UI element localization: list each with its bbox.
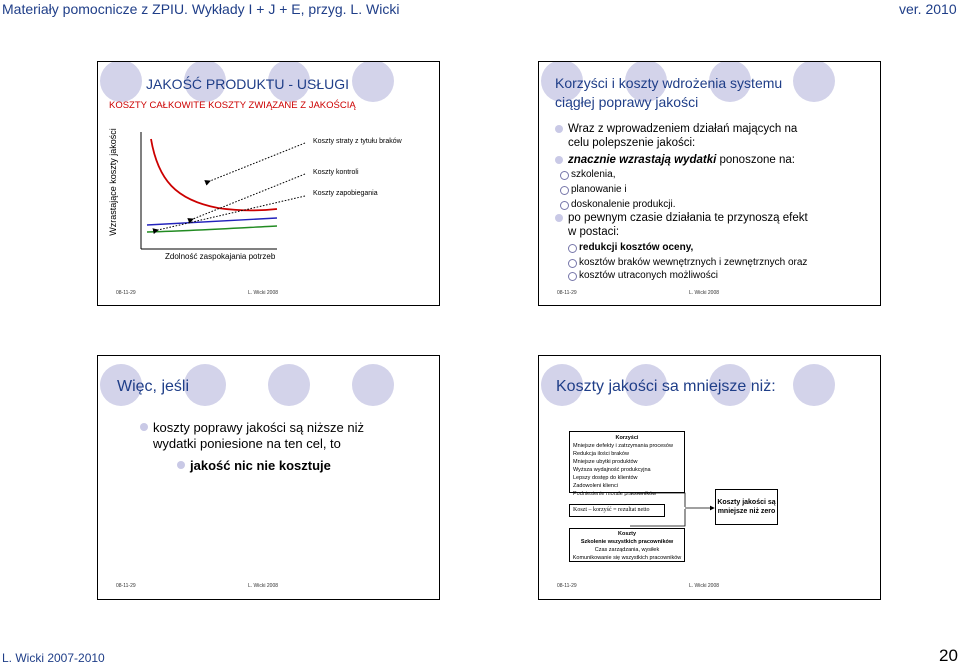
benefits-list bbox=[570, 442, 684, 498]
benefits-title: Korzyści bbox=[615, 435, 639, 441]
slide-1-subtitle: KOSZTY CAŁKOWITE KOSZTY ZWIĄZANE Z JAKOŚCIĄ bbox=[109, 100, 356, 111]
label-prevention-costs: Koszty zapobiegania bbox=[313, 190, 378, 197]
slide-1-title: JAKOŚĆ PRODUKTU - USŁUGI bbox=[146, 76, 350, 92]
bullet-1 bbox=[555, 122, 797, 150]
document-footer-author: L. Wicki 2007-2010 bbox=[2, 651, 105, 665]
result-text: Koszty jakości są mniejsze niż zero bbox=[717, 499, 776, 515]
slide-date: 08-11-29 bbox=[116, 290, 136, 296]
slide-date: 08-11-29 bbox=[116, 583, 136, 589]
bullet-dot bbox=[555, 156, 563, 164]
slide-author: L. Wicki 2008 bbox=[248, 583, 279, 589]
arrow-inspection-costs bbox=[193, 174, 305, 219]
bullet-dot bbox=[555, 214, 563, 222]
list-item: Czas zarządzania, wysiłek bbox=[594, 547, 660, 553]
slide-2-title-line-1: Korzyści i koszty wdrożenia systemu bbox=[555, 75, 783, 91]
label-failure-costs: Koszty straty z tytułu braków bbox=[313, 138, 402, 145]
slide-1-quality-cost-chart bbox=[97, 61, 440, 306]
arrow-prevention-costs bbox=[158, 196, 305, 230]
formula-box: Koszt – korzyść = rezultat netto bbox=[569, 504, 665, 517]
bullet-2: jakość nic nie kosztuje bbox=[177, 458, 331, 474]
decorative-circle bbox=[793, 61, 835, 102]
chart-x-axis-label: Zdolność zaspokajania potrzeb bbox=[165, 252, 276, 261]
chart-curve-failure-costs bbox=[151, 139, 277, 210]
list-item: Mniejsze ubytki produktów bbox=[573, 459, 638, 465]
costs-box bbox=[569, 528, 685, 562]
slide-date: 08-11-29 bbox=[557, 290, 577, 296]
list-item: Mniejsze defekty i zatrzymania procesów bbox=[573, 443, 673, 449]
slide-date: 08-11-29 bbox=[557, 583, 577, 589]
sub-item: kosztów utraconych możliwości bbox=[568, 269, 718, 282]
benefits-box bbox=[569, 431, 685, 497]
slide-4-cost-benefit-diagram bbox=[538, 355, 881, 600]
list-item: Podniesienie morale pracowników bbox=[573, 491, 657, 497]
bullet-dot bbox=[177, 461, 185, 469]
label-inspection-costs: Koszty kontroli bbox=[313, 169, 359, 176]
sub-item: redukcji kosztów oceny, bbox=[568, 241, 693, 254]
page-number: 20 bbox=[939, 646, 958, 665]
slide-author: L. Wicki 2008 bbox=[248, 290, 279, 296]
costs-subtitle: Szkolenie wszystkich pracowników bbox=[580, 539, 674, 545]
decorative-circle bbox=[268, 364, 310, 406]
slide-author: L. Wicki 2008 bbox=[689, 290, 720, 296]
decorative-circle bbox=[352, 364, 394, 406]
list-item: Lepszy dostęp do klientów bbox=[573, 475, 638, 481]
list-item: Zadowoleni klienci bbox=[573, 483, 618, 489]
slide-author: L. Wicki 2008 bbox=[689, 583, 720, 589]
bullet-3-line-1: po pewnym czasie działania te przynoszą efekt bbox=[568, 212, 808, 224]
bullet-dot bbox=[555, 125, 563, 133]
chart-line-inspection-costs bbox=[147, 218, 277, 225]
slide-2-title-line-2: ciągłej poprawy jakości bbox=[555, 94, 699, 110]
bullet-3 bbox=[555, 211, 808, 239]
quality-cost-chart bbox=[98, 62, 439, 305]
bullet-1-line-2: celu polepszenie jakości: bbox=[568, 137, 696, 149]
slide-4-title: Koszty jakości sa mniejsze niż: bbox=[556, 378, 776, 395]
arrow-failure-costs bbox=[210, 143, 305, 181]
list-item: Komunikowanie się wszystkich pracowników bbox=[572, 555, 682, 561]
decorative-circle bbox=[184, 364, 226, 406]
document-version: ver. 2010 bbox=[899, 1, 957, 17]
bullet-2-emphasis: znacznie wzrastają wydatki bbox=[568, 154, 717, 166]
chart-y-axis-label: Wzrastające koszty jakości bbox=[108, 128, 118, 236]
slide-2-benefits-and-costs bbox=[538, 61, 881, 306]
costs-title: Koszty bbox=[617, 531, 637, 537]
sub-item: doskonalenie produkcji. bbox=[560, 198, 676, 211]
bullet-2-rest: ponoszone na: bbox=[716, 154, 795, 166]
chart-line-prevention-costs bbox=[147, 226, 277, 232]
document-header-title: Materiały pomocnicze z ZPIU. Wykłady I + J + E, przyg. L. Wicki bbox=[2, 1, 400, 17]
bullet-1: koszty poprawy jakości są niższe niż wydatki poniesione na ten cel, to bbox=[140, 420, 364, 452]
list-item: Redukcja ilości braków bbox=[573, 451, 629, 457]
sub-item: planowanie i bbox=[560, 183, 627, 196]
result-box bbox=[715, 489, 778, 525]
sub-item: kosztów braków wewnętrznych i zewnętrznych oraz bbox=[568, 256, 807, 269]
bullet-3-line-2: w postaci: bbox=[568, 226, 620, 238]
slide-3-conclusion bbox=[97, 355, 440, 600]
bullet-1-line-1: Wraz z wprowadzeniem działań mających na bbox=[568, 123, 798, 135]
bullet-dot bbox=[140, 423, 148, 431]
slide-3-title: Więc, jeśli bbox=[117, 378, 190, 395]
list-item: Wyższa wydajność produkcyjna bbox=[573, 467, 651, 473]
sub-item: szkolenia, bbox=[560, 168, 615, 181]
bullet-2 bbox=[555, 153, 795, 167]
